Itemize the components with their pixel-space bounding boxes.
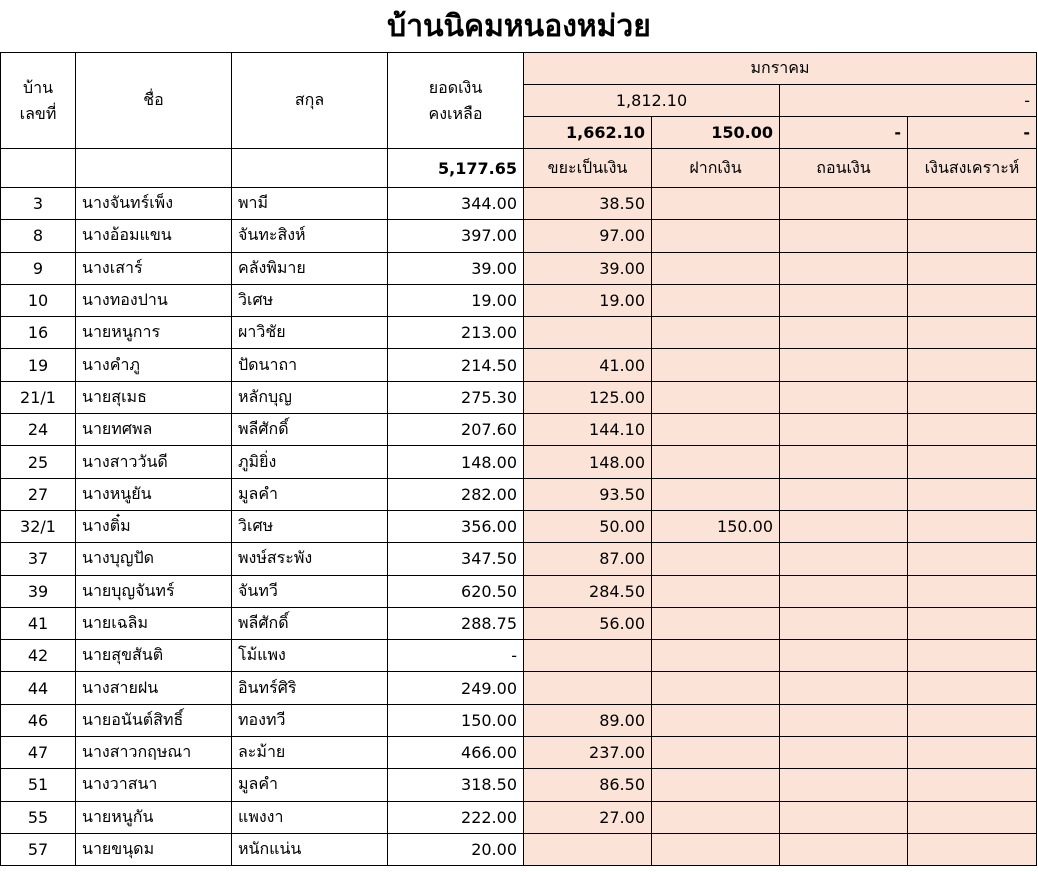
month-total-right[interactable]: - xyxy=(780,85,1037,117)
table-row xyxy=(1,672,1037,704)
cell-garbage-money[interactable]: 144.10 xyxy=(524,414,652,446)
cell-garbage-money[interactable]: 19.00 xyxy=(524,284,652,316)
cell-withdraw[interactable] xyxy=(780,414,908,446)
cell-house-no[interactable]: 9 xyxy=(1,252,76,284)
table-row xyxy=(1,188,1037,220)
cell-garbage-money[interactable]: 87.00 xyxy=(524,543,652,575)
cell-welfare[interactable] xyxy=(908,640,1037,672)
cell-balance[interactable]: 213.00 xyxy=(388,317,524,349)
cell-surname[interactable]: หลักบุญ xyxy=(232,381,388,413)
cell-name[interactable]: นางอ้อมแขน xyxy=(76,220,232,252)
cell-surname[interactable]: โม้แพง xyxy=(232,640,388,672)
cell-name[interactable]: นายทศพล xyxy=(76,414,232,446)
cell-balance[interactable]: 150.00 xyxy=(388,704,524,736)
cell-garbage-money[interactable]: 93.50 xyxy=(524,478,652,510)
header-balance[interactable]: ยอดเงิน คงเหลือ xyxy=(388,53,524,149)
cell-garbage-money[interactable]: 89.00 xyxy=(524,704,652,736)
cell-surname[interactable]: พลีศักดิ์ xyxy=(232,607,388,639)
cell-deposit[interactable] xyxy=(652,575,780,607)
cell-withdraw[interactable] xyxy=(780,769,908,801)
cell-surname[interactable]: มูลคำ xyxy=(232,478,388,510)
cell-balance[interactable]: 397.00 xyxy=(388,220,524,252)
subtotal-deposit[interactable]: 150.00 xyxy=(652,117,780,149)
cell-name[interactable]: นายสุขสันติ xyxy=(76,640,232,672)
cell-deposit[interactable] xyxy=(652,349,780,381)
cell-deposit[interactable] xyxy=(652,737,780,769)
cell-welfare[interactable] xyxy=(908,672,1037,704)
cell-balance[interactable]: 356.00 xyxy=(388,510,524,542)
cell-house-no[interactable]: 39 xyxy=(1,575,76,607)
header-month[interactable]: มกราคม xyxy=(524,53,1037,85)
cell-garbage-money[interactable]: 50.00 xyxy=(524,510,652,542)
table-row xyxy=(1,737,1037,769)
header-spacer-3 xyxy=(232,149,388,188)
cell-garbage-money[interactable]: 41.00 xyxy=(524,349,652,381)
cell-balance[interactable]: 347.50 xyxy=(388,543,524,575)
cell-balance[interactable]: - xyxy=(388,640,524,672)
savings-table xyxy=(0,52,1037,866)
header-spacer-1 xyxy=(1,149,76,188)
cell-surname[interactable]: วิเศษ xyxy=(232,284,388,316)
table-row xyxy=(1,446,1037,478)
table-row xyxy=(1,640,1037,672)
sheet-title: บ้านนิคมหนองหม่วย xyxy=(387,8,651,44)
cell-withdraw[interactable] xyxy=(780,833,908,865)
cell-surname[interactable]: พงษ์สระพัง xyxy=(232,543,388,575)
cell-garbage-money[interactable] xyxy=(524,833,652,865)
month-total[interactable]: 1,812.10 xyxy=(524,85,780,117)
cell-deposit[interactable] xyxy=(652,188,780,220)
table-row xyxy=(1,704,1037,736)
table-row xyxy=(1,381,1037,413)
cell-deposit[interactable] xyxy=(652,381,780,413)
cell-surname[interactable]: พามี xyxy=(232,188,388,220)
cell-welfare[interactable] xyxy=(908,446,1037,478)
cell-surname[interactable]: ผาวิชัย xyxy=(232,317,388,349)
balance-total[interactable]: 5,177.65 xyxy=(388,149,524,188)
cell-name[interactable]: นายอนันต์สิทธิ์ xyxy=(76,704,232,736)
header-spacer-2 xyxy=(76,149,232,188)
cell-name[interactable]: นางจันทร์เพ็ง xyxy=(76,188,232,220)
cell-deposit[interactable] xyxy=(652,704,780,736)
table-row xyxy=(1,833,1037,865)
cell-garbage-money[interactable]: 27.00 xyxy=(524,801,652,833)
cell-welfare[interactable] xyxy=(908,607,1037,639)
cell-balance[interactable]: 207.60 xyxy=(388,414,524,446)
cell-deposit[interactable]: 150.00 xyxy=(652,510,780,542)
cell-name[interactable]: นายหนูกัน xyxy=(76,801,232,833)
cell-welfare[interactable] xyxy=(908,510,1037,542)
col-deposit[interactable]: ฝากเงิน xyxy=(652,149,780,188)
subtotal-garbage[interactable]: 1,662.10 xyxy=(524,117,652,149)
cell-house-no[interactable]: 46 xyxy=(1,704,76,736)
cell-garbage-money[interactable] xyxy=(524,672,652,704)
cell-welfare[interactable] xyxy=(908,317,1037,349)
table-row xyxy=(1,801,1037,833)
table-row xyxy=(1,284,1037,316)
cell-withdraw[interactable] xyxy=(780,575,908,607)
cell-welfare[interactable] xyxy=(908,801,1037,833)
cell-name[interactable]: นายบุญจันทร์ xyxy=(76,575,232,607)
cell-withdraw[interactable] xyxy=(780,607,908,639)
cell-welfare[interactable] xyxy=(908,769,1037,801)
table-row xyxy=(1,317,1037,349)
cell-balance[interactable]: 620.50 xyxy=(388,575,524,607)
cell-garbage-money[interactable]: 125.00 xyxy=(524,381,652,413)
cell-name[interactable]: นางทองปาน xyxy=(76,284,232,316)
cell-balance[interactable]: 249.00 xyxy=(388,672,524,704)
cell-house-no[interactable]: 41 xyxy=(1,607,76,639)
cell-deposit[interactable] xyxy=(652,252,780,284)
cell-house-no[interactable]: 55 xyxy=(1,801,76,833)
cell-house-no[interactable]: 37 xyxy=(1,543,76,575)
cell-house-no[interactable]: 21/1 xyxy=(1,381,76,413)
cell-deposit[interactable] xyxy=(652,284,780,316)
cell-balance[interactable]: 275.30 xyxy=(388,381,524,413)
col-withdraw[interactable]: ถอนเงิน xyxy=(780,149,908,188)
cell-withdraw[interactable] xyxy=(780,317,908,349)
cell-name[interactable]: นางสาวกฤษณา xyxy=(76,737,232,769)
cell-house-no[interactable]: 32/1 xyxy=(1,510,76,542)
cell-name[interactable]: นางสาววันดี xyxy=(76,446,232,478)
table-row xyxy=(1,543,1037,575)
cell-name[interactable]: นายสุเมธ xyxy=(76,381,232,413)
cell-balance[interactable]: 282.00 xyxy=(388,478,524,510)
cell-welfare[interactable] xyxy=(908,543,1037,575)
cell-surname[interactable]: จันทวี xyxy=(232,575,388,607)
col-garbage-money[interactable]: ขยะเป็นเงิน xyxy=(524,149,652,188)
cell-balance[interactable]: 20.00 xyxy=(388,833,524,865)
cell-garbage-money[interactable]: 97.00 xyxy=(524,220,652,252)
header-name[interactable]: ชื่อ xyxy=(76,53,232,149)
cell-name[interactable]: นางวาสนา xyxy=(76,769,232,801)
cell-balance[interactable]: 19.00 xyxy=(388,284,524,316)
cell-deposit[interactable] xyxy=(652,640,780,672)
cell-name[interactable]: นายเฉลิม xyxy=(76,607,232,639)
cell-house-no[interactable]: 47 xyxy=(1,737,76,769)
cell-surname[interactable]: หนักแน่น xyxy=(232,833,388,865)
table-row xyxy=(1,575,1037,607)
table-row xyxy=(1,349,1037,381)
cell-garbage-money[interactable] xyxy=(524,640,652,672)
cell-withdraw[interactable] xyxy=(780,737,908,769)
cell-withdraw[interactable] xyxy=(780,381,908,413)
cell-welfare[interactable] xyxy=(908,575,1037,607)
cell-house-no[interactable]: 8 xyxy=(1,220,76,252)
cell-garbage-money[interactable]: 86.50 xyxy=(524,769,652,801)
cell-balance[interactable]: 466.00 xyxy=(388,737,524,769)
cell-name[interactable]: นางบุญปัด xyxy=(76,543,232,575)
cell-deposit[interactable] xyxy=(652,769,780,801)
cell-deposit[interactable] xyxy=(652,801,780,833)
cell-balance[interactable]: 288.75 xyxy=(388,607,524,639)
cell-welfare[interactable] xyxy=(908,704,1037,736)
cell-deposit[interactable] xyxy=(652,543,780,575)
cell-house-no[interactable]: 44 xyxy=(1,672,76,704)
cell-deposit[interactable] xyxy=(652,414,780,446)
cell-withdraw[interactable] xyxy=(780,220,908,252)
cell-welfare[interactable] xyxy=(908,833,1037,865)
cell-withdraw[interactable] xyxy=(780,478,908,510)
cell-surname[interactable]: ทองทวี xyxy=(232,704,388,736)
cell-garbage-money[interactable]: 56.00 xyxy=(524,607,652,639)
cell-garbage-money[interactable]: 237.00 xyxy=(524,737,652,769)
cell-surname[interactable]: แพงงา xyxy=(232,801,388,833)
cell-welfare[interactable] xyxy=(908,284,1037,316)
cell-deposit[interactable] xyxy=(652,478,780,510)
cell-withdraw[interactable] xyxy=(780,252,908,284)
cell-surname[interactable]: คลังพิมาย xyxy=(232,252,388,284)
cell-welfare[interactable] xyxy=(908,252,1037,284)
cell-welfare[interactable] xyxy=(908,188,1037,220)
cell-house-no[interactable]: 42 xyxy=(1,640,76,672)
header-house-no[interactable]: บ้าน เลขที่ xyxy=(1,53,76,149)
table-row xyxy=(1,478,1037,510)
col-welfare[interactable]: เงินสงเคราะห์ xyxy=(908,149,1037,188)
cell-deposit[interactable] xyxy=(652,833,780,865)
table-row xyxy=(1,769,1037,801)
cell-balance[interactable]: 344.00 xyxy=(388,188,524,220)
cell-house-no[interactable]: 57 xyxy=(1,833,76,865)
cell-balance[interactable]: 222.00 xyxy=(388,801,524,833)
cell-withdraw[interactable] xyxy=(780,543,908,575)
header-surname[interactable]: สกุล xyxy=(232,53,388,149)
table-row xyxy=(1,414,1037,446)
cell-name[interactable]: นายหนูการ xyxy=(76,317,232,349)
cell-welfare[interactable] xyxy=(908,414,1037,446)
cell-deposit[interactable] xyxy=(652,220,780,252)
cell-withdraw[interactable] xyxy=(780,640,908,672)
cell-balance[interactable]: 318.50 xyxy=(388,769,524,801)
cell-withdraw[interactable] xyxy=(780,704,908,736)
cell-house-no[interactable]: 19 xyxy=(1,349,76,381)
cell-deposit[interactable] xyxy=(652,607,780,639)
cell-garbage-money[interactable]: 284.50 xyxy=(524,575,652,607)
cell-deposit[interactable] xyxy=(652,672,780,704)
cell-garbage-money[interactable]: 38.50 xyxy=(524,188,652,220)
cell-house-no[interactable]: 16 xyxy=(1,317,76,349)
cell-house-no[interactable]: 25 xyxy=(1,446,76,478)
cell-surname[interactable]: จันทะสิงห์ xyxy=(232,220,388,252)
cell-name[interactable]: นางคำภู xyxy=(76,349,232,381)
cell-surname[interactable]: ปัดนาถา xyxy=(232,349,388,381)
cell-surname[interactable]: อินทร์ศิริ xyxy=(232,672,388,704)
cell-withdraw[interactable] xyxy=(780,284,908,316)
cell-deposit[interactable] xyxy=(652,317,780,349)
cell-surname[interactable]: มูลคำ xyxy=(232,769,388,801)
cell-withdraw[interactable] xyxy=(780,349,908,381)
table-row xyxy=(1,510,1037,542)
cell-garbage-money[interactable] xyxy=(524,317,652,349)
cell-balance[interactable]: 148.00 xyxy=(388,446,524,478)
table-row xyxy=(1,607,1037,639)
subtotal-welfare[interactable]: - xyxy=(908,117,1037,149)
cell-name[interactable]: นางเสาร์ xyxy=(76,252,232,284)
cell-welfare[interactable] xyxy=(908,381,1037,413)
cell-withdraw[interactable] xyxy=(780,672,908,704)
cell-balance[interactable]: 39.00 xyxy=(388,252,524,284)
cell-welfare[interactable] xyxy=(908,478,1037,510)
cell-welfare[interactable] xyxy=(908,220,1037,252)
table-row xyxy=(1,252,1037,284)
cell-withdraw[interactable] xyxy=(780,801,908,833)
cell-surname[interactable]: พลีศักดิ์ xyxy=(232,414,388,446)
cell-deposit[interactable] xyxy=(652,446,780,478)
subtotal-withdraw[interactable]: - xyxy=(780,117,908,149)
cell-name[interactable]: นางสายฝน xyxy=(76,672,232,704)
cell-welfare[interactable] xyxy=(908,737,1037,769)
cell-name[interactable]: นางหนูยัน xyxy=(76,478,232,510)
cell-surname[interactable]: วิเศษ xyxy=(232,510,388,542)
table-body xyxy=(1,188,1037,866)
cell-balance[interactable]: 214.50 xyxy=(388,349,524,381)
cell-house-no[interactable]: 24 xyxy=(1,414,76,446)
cell-garbage-money[interactable]: 148.00 xyxy=(524,446,652,478)
cell-withdraw[interactable] xyxy=(780,446,908,478)
table-row xyxy=(1,220,1037,252)
cell-name[interactable]: นายขนุดม xyxy=(76,833,232,865)
cell-withdraw[interactable] xyxy=(780,188,908,220)
cell-name[interactable]: นางติ๋ม xyxy=(76,510,232,542)
cell-surname[interactable]: ละม้าย xyxy=(232,737,388,769)
cell-house-no[interactable]: 51 xyxy=(1,769,76,801)
cell-garbage-money[interactable]: 39.00 xyxy=(524,252,652,284)
cell-house-no[interactable]: 10 xyxy=(1,284,76,316)
cell-withdraw[interactable] xyxy=(780,510,908,542)
cell-house-no[interactable]: 3 xyxy=(1,188,76,220)
cell-surname[interactable]: ภูมิยิ่ง xyxy=(232,446,388,478)
cell-house-no[interactable]: 27 xyxy=(1,478,76,510)
cell-welfare[interactable] xyxy=(908,349,1037,381)
